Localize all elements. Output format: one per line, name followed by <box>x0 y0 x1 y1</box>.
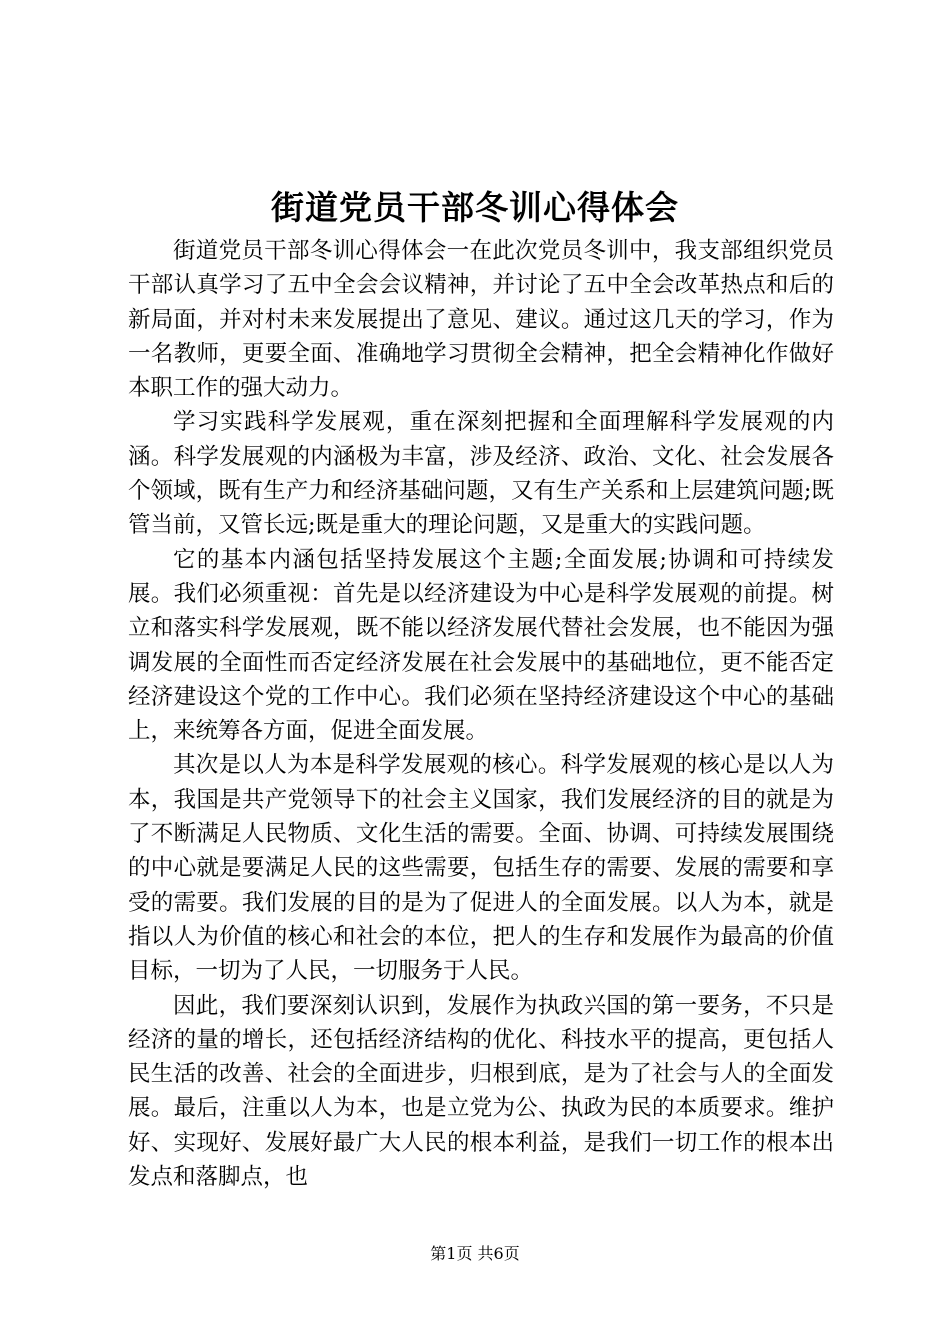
paragraph-3: 它的基本内涵包括坚持发展这个主题;全面发展;协调和可持续发展。我们必须重视：首先是以经济建设为中心是科学发展观的前提。树立和落实科学发展观，既不能以经济发展代替社会发展，也不能因为强调发展的全面性而否定经济发展在社会发展中的基础地位，更不能否定经济建设这个党的工作中心。我们必须在坚持经济建设这个中心的基础上，来统筹各方面，促进全面发展。 <box>128 546 834 745</box>
paragraph-4: 其次是以人为本是科学发展观的核心。科学发展观的核心是以人为本，我国是共产党领导下的社会主义国家，我们发展经济的目的就是为了不断满足人民物质、文化生活的需要。全面、协调、可持续发展围绕的中心就是要满足人民的这些需要，包括生存的需要、发展的需要和享受的需要。我们发展的目的是为了促进人的全面发展。以人为本，就是指以人为价值的核心和社会的本位，把人的生存和发展作为最高的价值目标，一切为了人民，一切服务于人民。 <box>128 752 834 985</box>
document-title: 街道党员干部冬训心得体会 <box>271 188 679 227</box>
paragraph-2: 学习实践科学发展观，重在深刻把握和全面理解科学发展观的内涵。科学发展观的内涵极为丰富，涉及经济、政治、文化、社会发展各个领域，既有生产力和经济基础问题，又有生产关系和上层建筑问题;既管当前，又管长远;既是重大的理论问题，又是重大的实践问题。 <box>128 409 834 539</box>
paragraph-5: 因此，我们要深刻认识到，发展作为执政兴国的第一要务，不只是经济的量的增长，还包括经济结构的优化、科技水平的提高，更包括人民生活的改善、社会的全面进步，归根到底，是为了社会与人的全面发展。最后，注重以人为本，也是立党为公、执政为民的本质要求。维护好、实现好、发展好最广大人民的根本利益，是我们一切工作的根本出发点和落脚点，也 <box>128 992 834 1191</box>
document-body <box>128 234 834 1194</box>
paragraph-1: 街道党员干部冬训心得体会一在此次党员冬训中，我支部组织党员干部认真学习了五中全会会议精神，并讨论了五中全会改革热点和后的新局面，并对村未来发展提出了意见、建议。通过这几天的学习，作为一名教师，更要全面、准确地学习贯彻全会精神，把全会精神化作做好本职工作的强大动力。 <box>128 238 834 402</box>
page-footer: 第1页 共6页 <box>430 1244 520 1263</box>
